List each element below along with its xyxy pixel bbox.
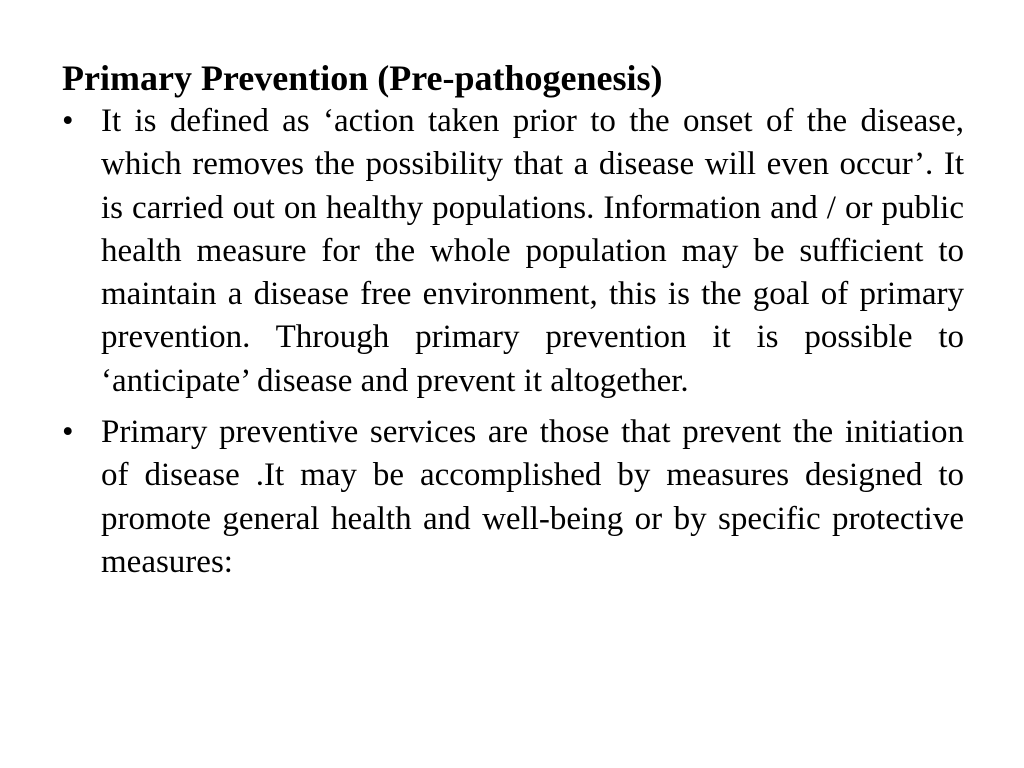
bullet-item-definition (62, 100, 964, 403)
bullet-item-services (62, 411, 964, 584)
bullet-text: It is defined as ‘action taken prior to the onset of the disease, which removes the possibility that a disease will even occur’. It is carried out on healthy populations. Information and / or public health measure for the whole population may be sufficient to maintain a disease free environment, this is the goal of primary prevention. Through primary prevention it is possible to ‘anticipate’ disease and prevent it altogether. (101, 103, 964, 399)
slide-title: Primary Prevention (Pre-pathogenesis) (62, 58, 663, 98)
bullet-list (62, 100, 964, 584)
bullet-text: Primary preventive services are those that prevent the initiation of disease .It may be accomplished by measures designed to promote general health and well-being or by specific protective measures: (101, 414, 964, 580)
slide-content (62, 56, 964, 584)
bullet-marker: • (62, 103, 74, 139)
bullet-marker: • (62, 414, 74, 451)
